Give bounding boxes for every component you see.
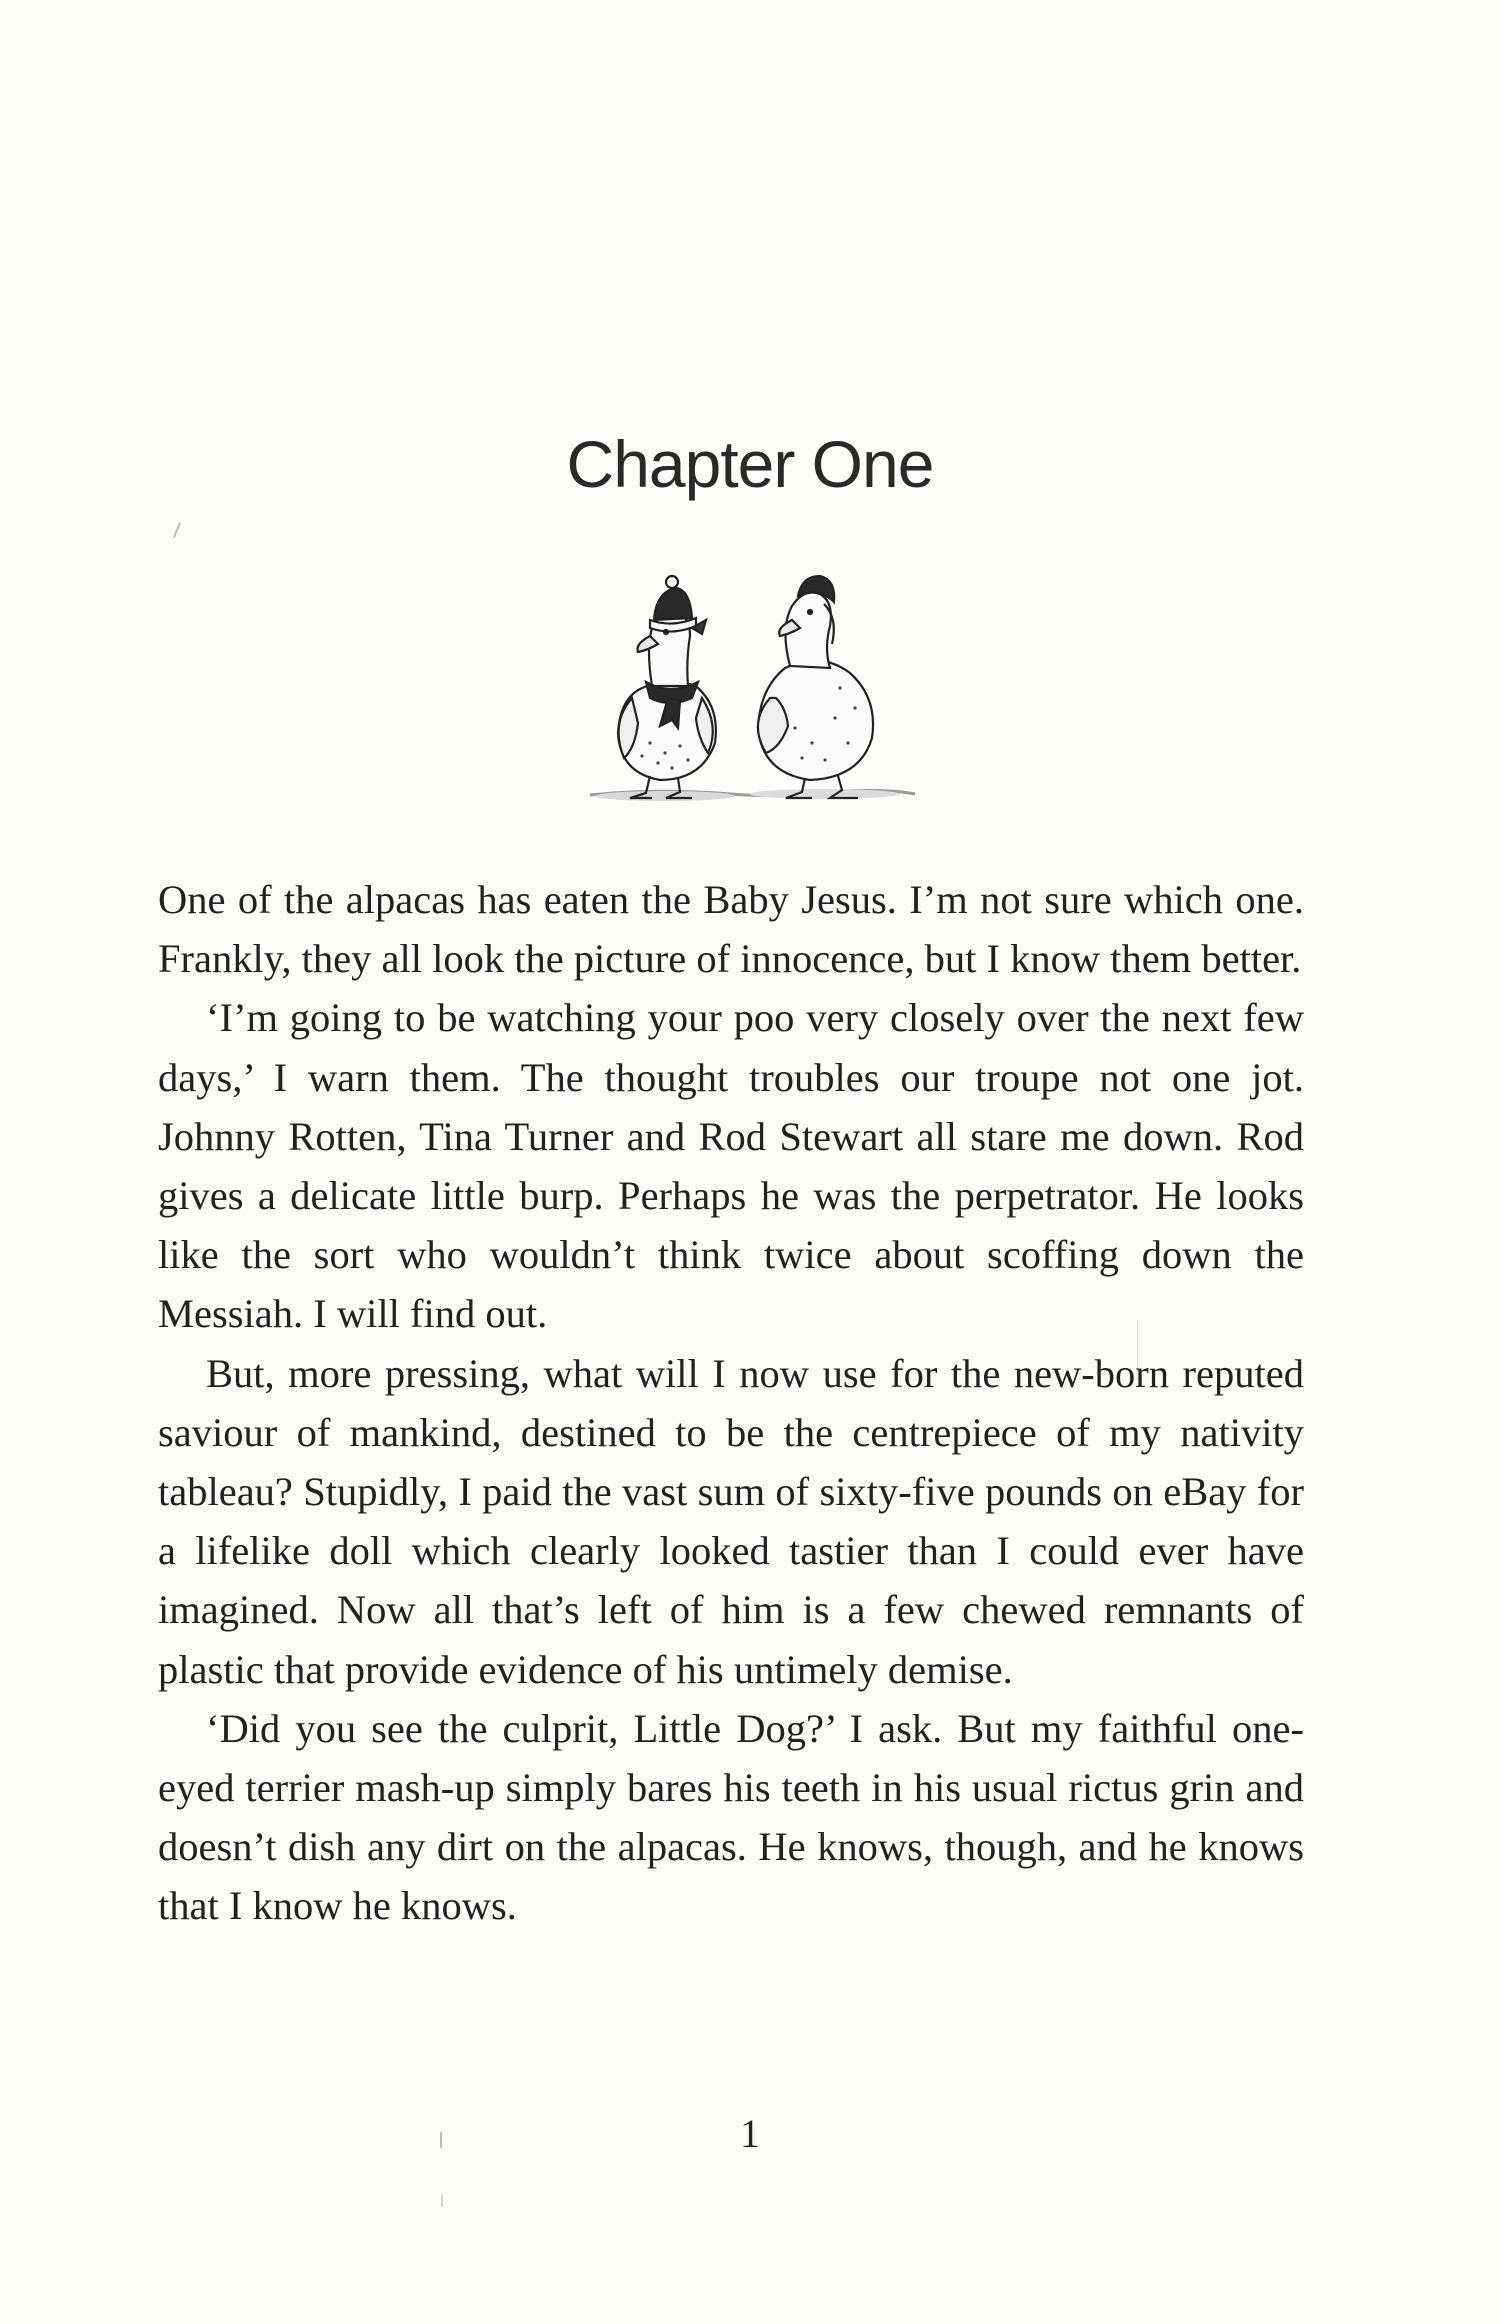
chapter-body [158, 870, 1304, 1936]
left-duck [618, 576, 716, 798]
page-number: 1 [740, 2111, 760, 2156]
paragraph: But, more pressing, what will I now use for the new-born reputed saviour of mankind, destined to be the centrepiece of my nativity tableau? Stupidly, I paid the vast sum of sixty-five pounds on eBay for a lifelike doll which clearly looked tastier than I could ever have imagined. Now all that’s left of him is a few chewed remnants of plastic that provide evidence of his untimely demise. [158, 1350, 1304, 1692]
right-duck [758, 576, 873, 798]
scan-speck [173, 522, 181, 538]
paragraph: ‘I’m going to be watching your poo very closely over the next few days,’ I warn them. The thought troubles our troupe not one jot. Johnny Rotten, Tina Turner and Rod Stewart all stare me down. Rod gives a delicate little burp. Perhaps he was the perpetrator. He looks like the sort who wouldn’t think twice about scoffing down the Messiah. I will find out. [158, 995, 1304, 1337]
chapter-title: Chapter One [566, 427, 934, 501]
scan-speck [441, 2195, 443, 2207]
two-ducks-illustration [580, 548, 920, 818]
paragraph: One of the alpacas has eaten the Baby Jesus. I’m not sure which one. Frankly, they all look the picture of innocence, but I know them better. [158, 877, 1304, 982]
ground-shadow [750, 789, 900, 799]
paragraph: ‘Did you see the culprit, Little Dog?’ I ask. But my faithful one-eyed terrier mash-up simply bares his teeth in his usual rictus grin and doesn’t dish any dirt on the alpacas. He knows, though, and he knows that I know he knows. [158, 1705, 1304, 1929]
ground-shadow [595, 791, 735, 801]
